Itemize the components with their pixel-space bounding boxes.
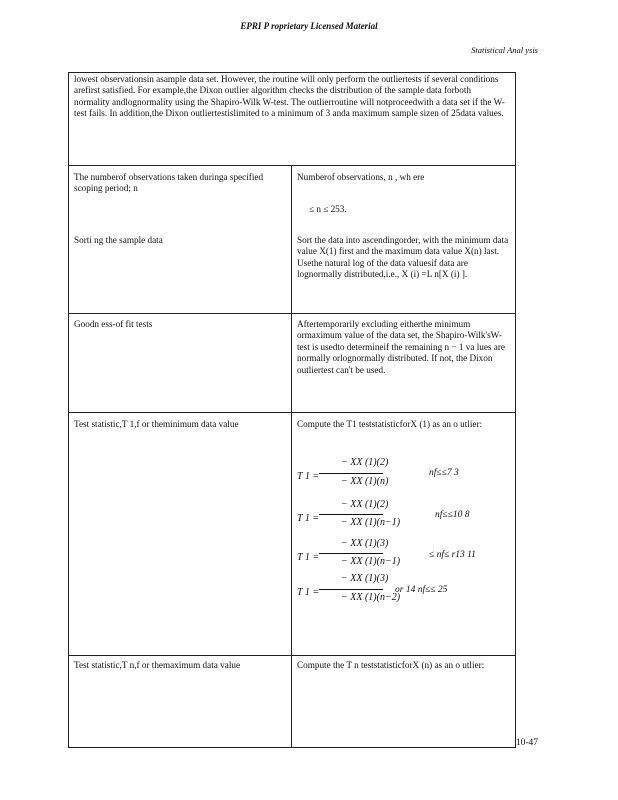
row-count-right: Numberof observations, n , wh ere <box>297 172 425 182</box>
intro-text: lowest observationsin asample data set. However, the routine will only perform the outliertests if several conditions arefirst satisfied. For example,the Dixon outlier algorithm checks the distribution of the sample data forboth normality andlognormality using the Shapiro-Wilk W-test. The outlierroutine will notproceedwith a data set if the W-test fails. In addition,the Dixon outliertestislimited to a minimum of 3 anda maximum sample sizen of 25data values. <box>74 74 505 119</box>
row-fit-right: Aftertemporarily excluding eitherthe minimum ormaximum value of the data set, the Shapiro-Wilk'sW-test is usedto determineif the remaining n − 1 va lues are normally orlognormally distributed. If not, the Dixon outliertest can't be used. <box>297 319 506 375</box>
formula-2: T 1 = − XX (1)(2) − XX (1)(n−1) nf≤≤10 8 <box>297 499 470 528</box>
formula-4: T 1 = − XX (1)(3) − XX (1)(n−2) or 14 nf≤≤ 25 <box>297 573 448 603</box>
formula-3: T 1 = − XX (1)(3) − XX (1)(n−1) ≤ nf≤ r13 11 <box>297 538 476 567</box>
section-subtitle: Statistical Anal ysis <box>471 45 538 55</box>
row-min-left: Test statistic,T 1,f or theminimum data value <box>74 419 239 429</box>
row-count-left: The numberof observations taken duringa specified scoping period; n <box>74 172 264 194</box>
row-min-right: Compute the T1 teststatisticforX (1) as an o utlier: <box>297 419 483 429</box>
table <box>68 72 516 748</box>
page-number: 10-47 <box>515 738 538 748</box>
row-count-range: ≤ n ≤ 253. <box>309 204 347 214</box>
row-max-right: Compute the T n teststatisticforX (n) as an o utlier: <box>297 660 485 670</box>
row-max-left: Test statistic,T n,f or themaximum data value <box>74 660 241 670</box>
row-fit-left: Goodn ess-of fit tests <box>74 319 153 329</box>
row-sort-left: Sorti ng the sample data <box>74 235 163 245</box>
row-sort-right: Sort the data into ascendingorder, with the minimum data value X(1) first and the maximum data value X(n) last. Usethe natural log of the data valuesif data are lognormally distributed,i.e., X (i) =L n[X (i) ]. <box>297 235 509 280</box>
page-header: EPRI P roprietary Licensed Material <box>240 21 378 31</box>
formula-1: T 1 = − XX (1)(2) − XX (1)(n) nf≤≤7 3 <box>297 457 459 487</box>
